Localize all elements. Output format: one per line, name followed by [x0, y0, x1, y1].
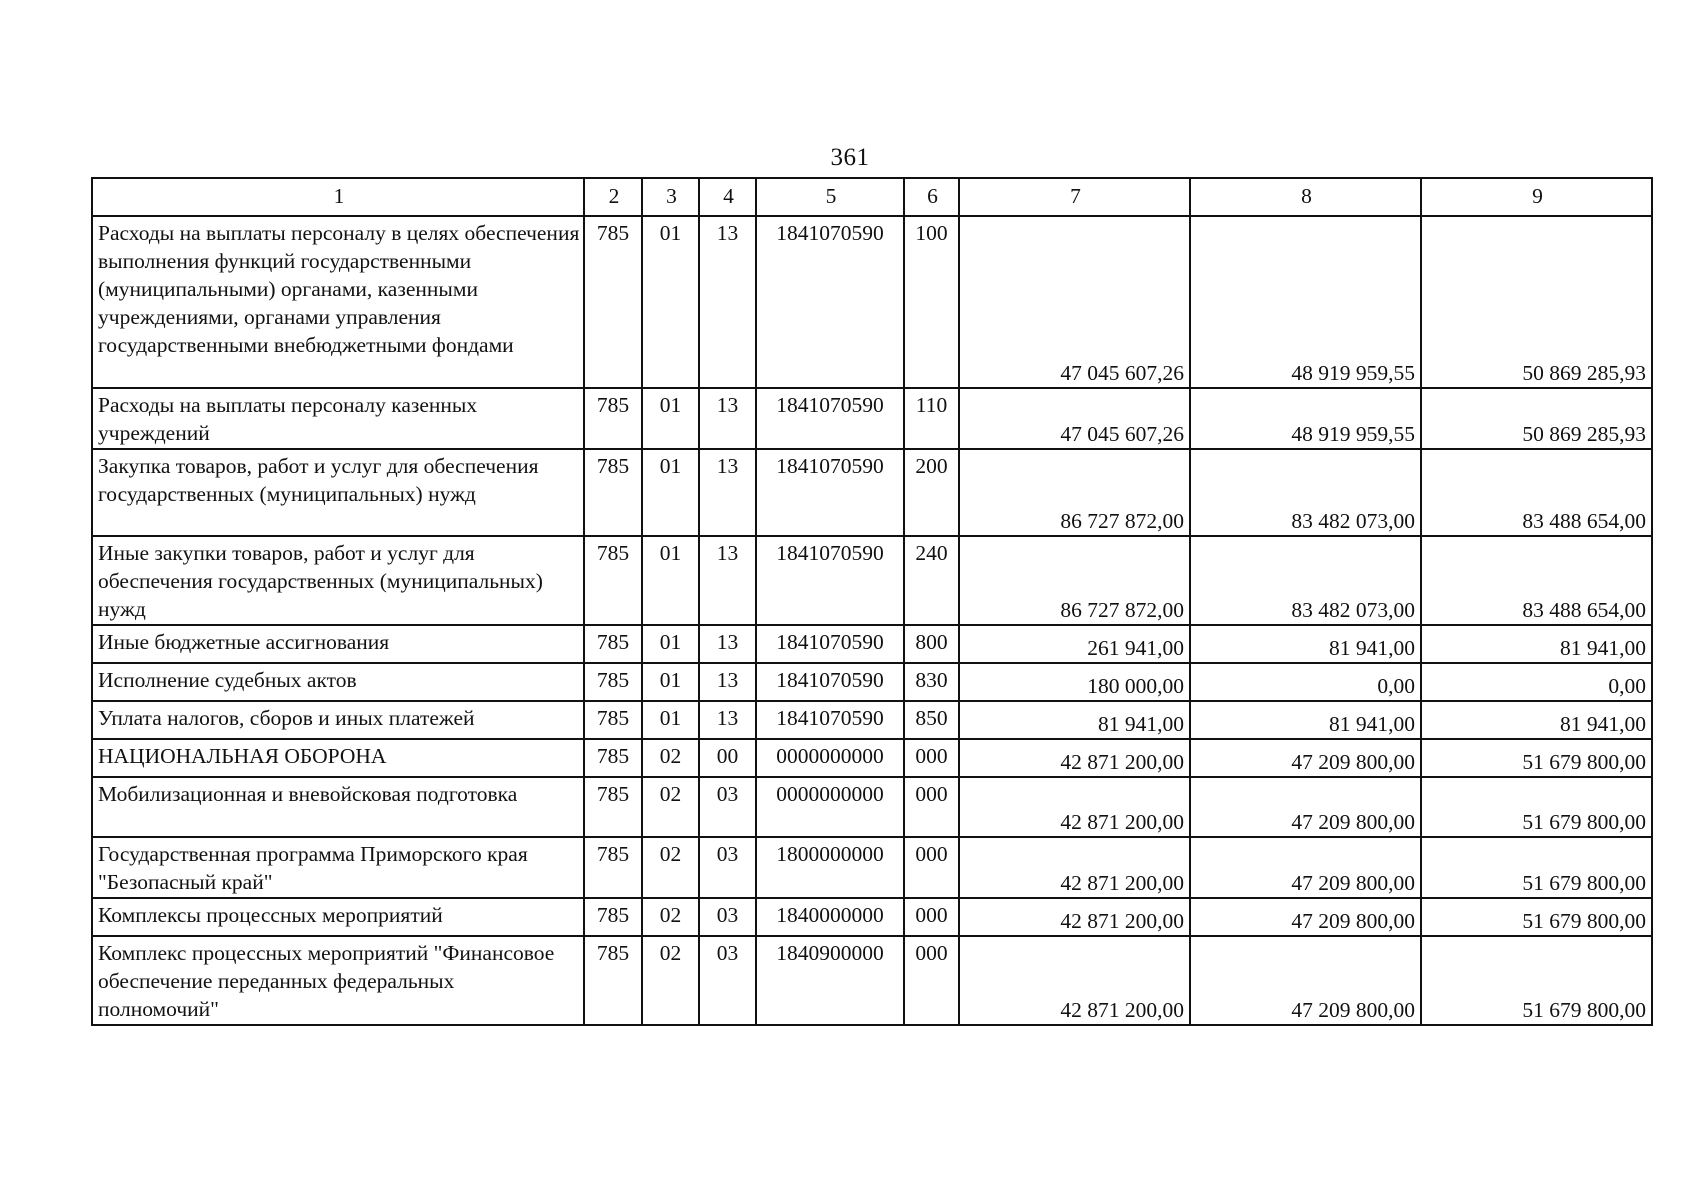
amount-col7: 42 871 200,00 [959, 739, 1190, 777]
amount-col8: 83 482 073,00 [1190, 536, 1421, 625]
amount-col8: 83 482 073,00 [1190, 449, 1421, 536]
amount-col9: 51 679 800,00 [1421, 739, 1652, 777]
page-number: 361 [830, 144, 870, 171]
expense-type-code: 000 [904, 837, 959, 898]
subsection-code: 13 [699, 388, 756, 449]
column-header: 4 [699, 178, 756, 216]
subsection-code: 13 [699, 701, 756, 739]
expense-name: Расходы на выплаты персоналу казенных учреждений [92, 388, 584, 449]
column-header: 5 [756, 178, 904, 216]
expense-type-code: 100 [904, 216, 959, 388]
expense-name: Иные закупки товаров, работ и услуг для обеспечения государственных (муниципальных) нужд [92, 536, 584, 625]
subsection-code: 13 [699, 625, 756, 663]
target-article-code: 1840900000 [756, 936, 904, 1025]
amount-col7: 81 941,00 [959, 701, 1190, 739]
ministry-code: 785 [584, 536, 642, 625]
ministry-code: 785 [584, 663, 642, 701]
amount-col9: 50 869 285,93 [1421, 216, 1652, 388]
section-code: 02 [642, 837, 699, 898]
amount-col8: 47 209 800,00 [1190, 777, 1421, 837]
column-header: 3 [642, 178, 699, 216]
table-row [92, 216, 1652, 388]
subsection-code: 13 [699, 536, 756, 625]
table-row [92, 936, 1652, 1025]
amount-col9: 51 679 800,00 [1421, 898, 1652, 936]
column-header: 2 [584, 178, 642, 216]
target-article-code: 0000000000 [756, 739, 904, 777]
ministry-code: 785 [584, 625, 642, 663]
table-row [92, 701, 1652, 739]
target-article-code: 1841070590 [756, 701, 904, 739]
expense-type-code: 850 [904, 701, 959, 739]
expense-type-code: 000 [904, 898, 959, 936]
expense-name: Мобилизационная и вневойсковая подготовка [92, 777, 584, 837]
ministry-code: 785 [584, 898, 642, 936]
target-article-code: 1841070590 [756, 388, 904, 449]
subsection-code: 13 [699, 449, 756, 536]
section-code: 01 [642, 663, 699, 701]
column-header: 6 [904, 178, 959, 216]
amount-col8: 47 209 800,00 [1190, 936, 1421, 1025]
amount-col8: 48 919 959,55 [1190, 388, 1421, 449]
amount-col9: 51 679 800,00 [1421, 777, 1652, 837]
amount-col8: 81 941,00 [1190, 701, 1421, 739]
ministry-code: 785 [584, 837, 642, 898]
expense-type-code: 800 [904, 625, 959, 663]
expense-type-code: 000 [904, 936, 959, 1025]
table-row [92, 739, 1652, 777]
section-code: 01 [642, 216, 699, 388]
amount-col8: 48 919 959,55 [1190, 216, 1421, 388]
subsection-code: 03 [699, 837, 756, 898]
amount-col8: 81 941,00 [1190, 625, 1421, 663]
target-article-code: 1800000000 [756, 837, 904, 898]
amount-col9: 83 488 654,00 [1421, 449, 1652, 536]
amount-col7: 86 727 872,00 [959, 449, 1190, 536]
target-article-code: 1840000000 [756, 898, 904, 936]
ministry-code: 785 [584, 449, 642, 536]
section-code: 01 [642, 701, 699, 739]
subsection-code: 03 [699, 936, 756, 1025]
section-code: 02 [642, 898, 699, 936]
amount-col9: 83 488 654,00 [1421, 536, 1652, 625]
expense-name: Исполнение судебных актов [92, 663, 584, 701]
column-header: 7 [959, 178, 1190, 216]
table-row [92, 536, 1652, 625]
expense-name: Расходы на выплаты персоналу в целях обеспечения выполнения функций государственными (муниципальными) органами, казенными учреждениями, органами управления государственными внебюджетными фондами [92, 216, 584, 388]
amount-col7: 42 871 200,00 [959, 936, 1190, 1025]
expense-name: Государственная программа Приморского края "Безопасный край" [92, 837, 584, 898]
section-code: 01 [642, 625, 699, 663]
budget-table [91, 177, 1653, 1026]
subsection-code: 13 [699, 216, 756, 388]
subsection-code: 13 [699, 663, 756, 701]
table-row [92, 777, 1652, 837]
section-code: 01 [642, 388, 699, 449]
table-row [92, 625, 1652, 663]
amount-col7: 42 871 200,00 [959, 777, 1190, 837]
amount-col9: 81 941,00 [1421, 625, 1652, 663]
ministry-code: 785 [584, 216, 642, 388]
amount-col7: 42 871 200,00 [959, 837, 1190, 898]
column-header: 8 [1190, 178, 1421, 216]
target-article-code: 0000000000 [756, 777, 904, 837]
table-row [92, 449, 1652, 536]
amount-col7: 42 871 200,00 [959, 898, 1190, 936]
amount-col7: 261 941,00 [959, 625, 1190, 663]
amount-col7: 180 000,00 [959, 663, 1190, 701]
table-row [92, 663, 1652, 701]
amount-col9: 0,00 [1421, 663, 1652, 701]
amount-col8: 47 209 800,00 [1190, 898, 1421, 936]
section-code: 02 [642, 739, 699, 777]
ministry-code: 785 [584, 388, 642, 449]
ministry-code: 785 [584, 936, 642, 1025]
header-row [92, 178, 1652, 216]
expense-name: Закупка товаров, работ и услуг для обеспечения государственных (муниципальных) нужд [92, 449, 584, 536]
amount-col9: 50 869 285,93 [1421, 388, 1652, 449]
expense-name: Уплата налогов, сборов и иных платежей [92, 701, 584, 739]
expense-type-code: 110 [904, 388, 959, 449]
amount-col9: 81 941,00 [1421, 701, 1652, 739]
subsection-code: 03 [699, 777, 756, 837]
expense-type-code: 240 [904, 536, 959, 625]
expense-name: Иные бюджетные ассигнования [92, 625, 584, 663]
expense-name: Комплекс процессных мероприятий "Финансовое обеспечение переданных федеральных полномочий" [92, 936, 584, 1025]
subsection-code: 03 [699, 898, 756, 936]
amount-col8: 47 209 800,00 [1190, 837, 1421, 898]
amount-col9: 51 679 800,00 [1421, 936, 1652, 1025]
expense-type-code: 200 [904, 449, 959, 536]
subsection-code: 00 [699, 739, 756, 777]
section-code: 01 [642, 536, 699, 625]
expense-type-code: 000 [904, 739, 959, 777]
target-article-code: 1841070590 [756, 216, 904, 388]
ministry-code: 785 [584, 701, 642, 739]
target-article-code: 1841070590 [756, 625, 904, 663]
column-header: 9 [1421, 178, 1652, 216]
table-row [92, 837, 1652, 898]
amount-col7: 86 727 872,00 [959, 536, 1190, 625]
amount-col8: 47 209 800,00 [1190, 739, 1421, 777]
section-code: 02 [642, 936, 699, 1025]
target-article-code: 1841070590 [756, 536, 904, 625]
section-code: 01 [642, 449, 699, 536]
table-row [92, 388, 1652, 449]
table-row [92, 898, 1652, 936]
amount-col7: 47 045 607,26 [959, 216, 1190, 388]
amount-col7: 47 045 607,26 [959, 388, 1190, 449]
expense-type-code: 830 [904, 663, 959, 701]
section-code: 02 [642, 777, 699, 837]
amount-col9: 51 679 800,00 [1421, 837, 1652, 898]
ministry-code: 785 [584, 739, 642, 777]
expense-type-code: 000 [904, 777, 959, 837]
target-article-code: 1841070590 [756, 449, 904, 536]
expense-name: Комплексы процессных мероприятий [92, 898, 584, 936]
amount-col8: 0,00 [1190, 663, 1421, 701]
ministry-code: 785 [584, 777, 642, 837]
target-article-code: 1841070590 [756, 663, 904, 701]
column-header: 1 [92, 178, 584, 216]
expense-name: НАЦИОНАЛЬНАЯ ОБОРОНА [92, 739, 584, 777]
